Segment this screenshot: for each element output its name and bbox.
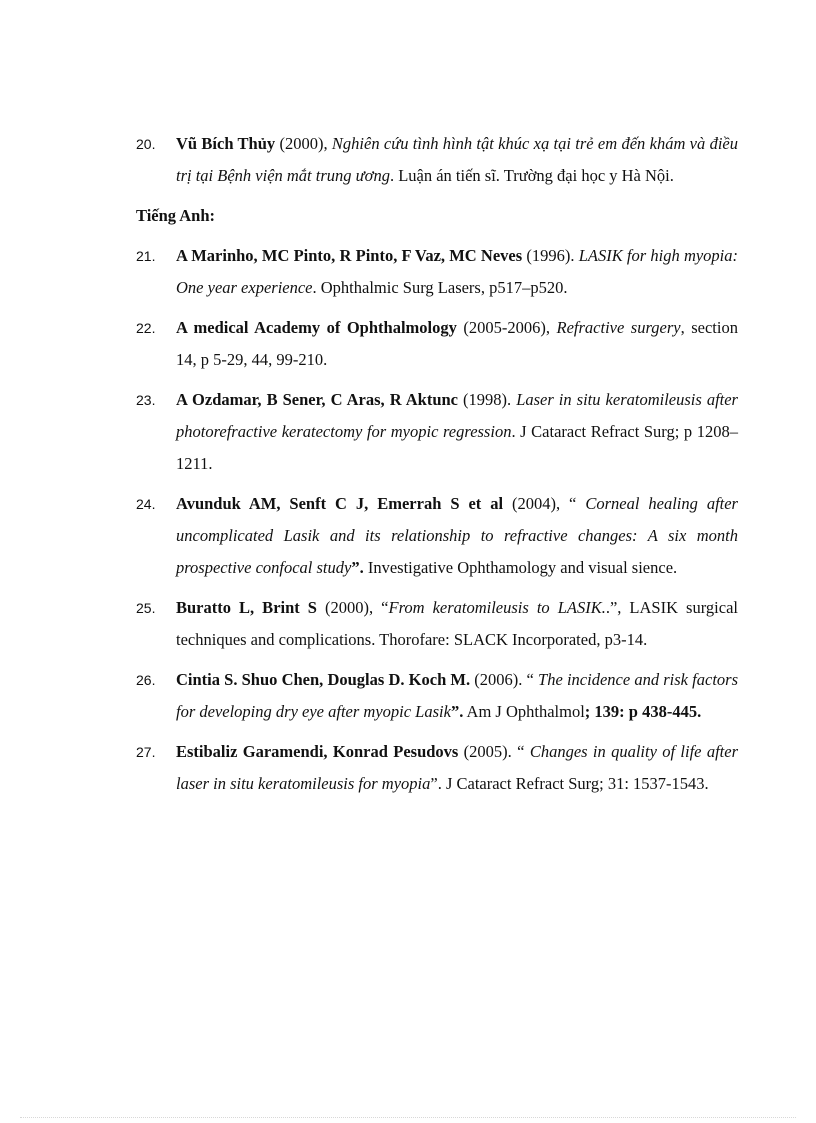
reference-number: 26. bbox=[136, 672, 156, 688]
reference-title: Refractive surgery bbox=[556, 318, 681, 337]
reference-authors: Estibaliz Garamendi, Konrad Pesudovs bbox=[176, 742, 459, 761]
reference-source: Am J Ophthalmol bbox=[463, 702, 585, 721]
reference-number: 25. bbox=[136, 600, 156, 616]
reference-authors: A Ozdamar, B Sener, C Aras, R Aktunc bbox=[176, 390, 458, 409]
reference-item-24 bbox=[136, 488, 738, 584]
reference-source: . Luận án tiến sĩ. Trường đại học y Hà Nội. bbox=[389, 166, 674, 185]
reference-authors: Vũ Bích Thủy bbox=[176, 134, 276, 153]
reference-authors: Avunduk AM, Senft C J, Emerrah S et al bbox=[176, 494, 504, 513]
reference-year: (1996). bbox=[522, 246, 579, 265]
reference-title: Nghiên cứu tình hình tật khúc xạ tại trẻ em đến khám và điều trị tại Bệnh viện mắt trung ương bbox=[176, 134, 738, 185]
reference-title: Laser in situ keratomileusis after photorefractive keratectomy for myopic regression bbox=[176, 390, 738, 441]
reference-item-26 bbox=[136, 664, 738, 728]
reference-year: (2005). “ bbox=[458, 742, 530, 761]
reference-year: (2000), bbox=[275, 134, 332, 153]
reference-item-22 bbox=[136, 312, 738, 376]
reference-authors: A medical Academy of Ophthalmology bbox=[176, 318, 457, 337]
reference-source: . J Cataract Refract Surg; p 1208–1211. bbox=[176, 422, 739, 473]
reference-list bbox=[136, 128, 738, 808]
reference-item-25 bbox=[136, 592, 738, 656]
reference-year: (1998). bbox=[458, 390, 517, 409]
reference-source: , section 14, p 5-29, 44, 99-210. bbox=[176, 318, 738, 369]
reference-item-27 bbox=[136, 736, 738, 800]
reference-number: 23. bbox=[136, 392, 156, 408]
reference-authors: Buratto L, Brint S bbox=[176, 598, 317, 617]
section-heading: Tiếng Anh: bbox=[136, 206, 216, 225]
reference-number: 27. bbox=[136, 744, 156, 760]
reference-year: (2000), “ bbox=[316, 598, 389, 617]
reference-title: Corneal healing after uncomplicated Lasik and its relationship to refractive changes: A six month prospective confocal study bbox=[176, 494, 738, 577]
reference-title: The incidence and risk factors for developing dry eye after myopic Lasik bbox=[176, 670, 738, 721]
reference-title: Changes in quality of life after laser in situ keratomileusis for myopia bbox=[176, 742, 738, 793]
reference-number: 22. bbox=[136, 320, 156, 336]
reference-year: (2005-2006), bbox=[456, 318, 557, 337]
reference-item-20 bbox=[136, 128, 738, 192]
reference-source: ”. J Cataract Refract Surg; 31: 1537-1543. bbox=[430, 774, 709, 793]
reference-quote-close: ”. bbox=[351, 558, 364, 577]
reference-title: LASIK for high myopia: One year experience bbox=[176, 246, 739, 297]
reference-title: From keratomileusis to LASIK. bbox=[388, 598, 606, 617]
reference-number: 24. bbox=[136, 496, 156, 512]
reference-source: . Ophthalmic Surg Lasers, p517–p520. bbox=[312, 278, 568, 297]
reference-number: 21. bbox=[136, 248, 156, 264]
reference-authors: A Marinho, MC Pinto, R Pinto, F Vaz, MC Neves bbox=[176, 246, 523, 265]
reference-year: (2006). “ bbox=[470, 670, 539, 689]
reference-source: Investigative Ophthamology and visual sience. bbox=[363, 558, 678, 577]
reference-authors: Cintia S. Shuo Chen, Douglas D. Koch M. bbox=[176, 670, 471, 689]
reference-source: .”, LASIK surgical techniques and complications. Thorofare: SLACK Incorporated, p3-14. bbox=[176, 598, 738, 649]
reference-year: (2004), “ bbox=[503, 494, 586, 513]
reference-volume-pages: ; 139: p 438-445. bbox=[584, 702, 702, 721]
reference-number: 20. bbox=[136, 136, 156, 152]
page-bottom-divider bbox=[20, 1117, 796, 1118]
reference-item-21 bbox=[136, 240, 738, 304]
reference-item-23 bbox=[136, 384, 738, 480]
reference-quote-close: ”. bbox=[450, 702, 464, 721]
